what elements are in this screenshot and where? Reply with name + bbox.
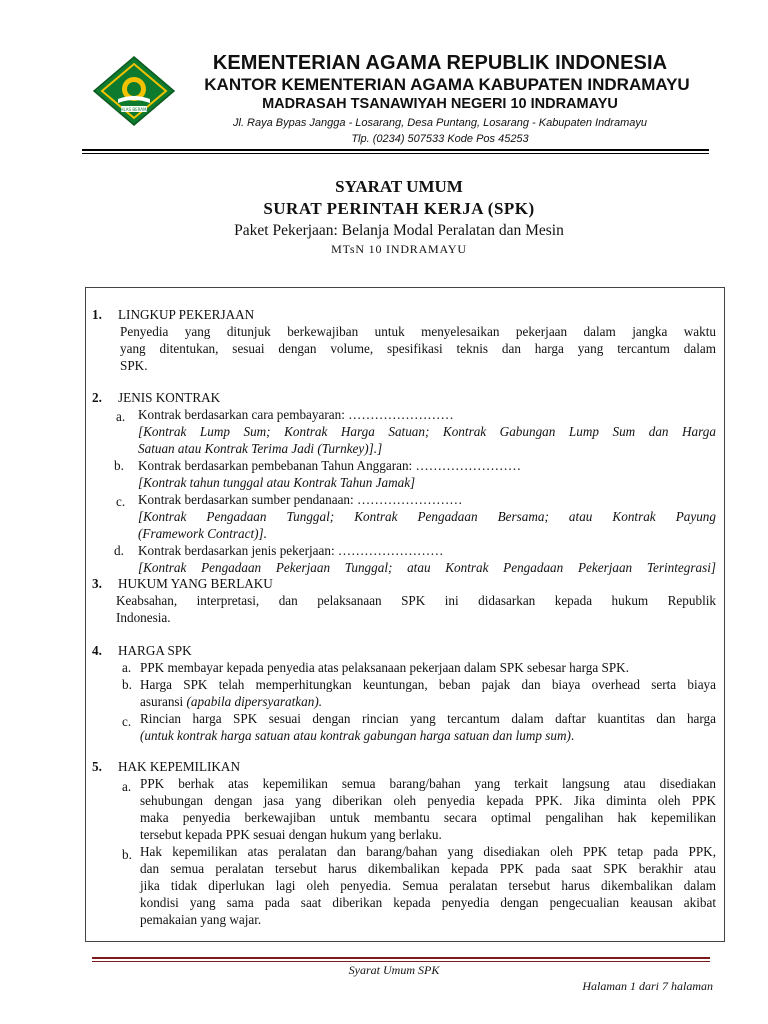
paragraph-line: yang ditentukan, sesuai dengan volume, spesifikasi teknis dan harga yang tercantum dalam — [120, 341, 716, 356]
list-marker: d. — [114, 543, 124, 558]
list-marker: b. — [114, 458, 124, 473]
list-item-note: (untuk kontrak harga satuan atau kontrak gabungan harga satuan dan lump sum) — [140, 728, 571, 743]
list-marker: c. — [122, 714, 132, 729]
content-box — [85, 287, 725, 942]
list-item: Rincian harga SPK sesuai dengan rincian yang tercantum dalam daftar kuantitas dan harga — [140, 711, 716, 726]
list-item: tersebut kepada PPK sesuai dengan hukum yang berlaku. — [140, 827, 442, 842]
list-marker: b. — [122, 847, 132, 862]
list-item-note: [Kontrak Lump Sum; Kontrak Harga Satuan; Kontrak Gabungan Lump Sum dan Harga — [138, 424, 716, 439]
list-item: pemakaian yang wajar. — [140, 912, 262, 927]
list-item-note: (Framework Contract)]. — [138, 526, 267, 541]
list-marker: c. — [116, 494, 126, 509]
list-item-text: . — [570, 728, 575, 743]
section-heading: HAK KEPEMILIKAN — [118, 759, 240, 774]
list-item: PPK membayar kepada penyedia atas pelaksanaan pekerjaan dalam SPK sebesar harga SPK. — [140, 660, 629, 675]
list-item-note: Satuan atau Kontrak Terima Jadi (Turnkey)].] — [138, 441, 383, 456]
doc-title-1: SYARAT UMUM — [335, 177, 463, 196]
letterhead-rule-thin — [82, 153, 709, 154]
footer-rule-thin — [92, 961, 710, 962]
list-marker: a. — [122, 660, 132, 675]
list-item: jika tidak diperlukan lagi oleh penyedia. Semua peralatan tersebut harus dikembalikan dalam — [140, 878, 716, 893]
section-heading: JENIS KONTRAK — [118, 390, 221, 405]
letterhead-rule-thick — [82, 149, 709, 151]
list-item: dan semua peralatan tersebut harus dikembalikan kepada PPK pada saat SPK berakhir atau — [140, 861, 716, 876]
list-item: Kontrak berdasarkan cara pembayaran: …………………… — [138, 407, 454, 422]
list-item-line — [140, 693, 322, 710]
list-item: maka penyedia berkewajiban untuk membantu secara optimal pengalihan hak kepemilikan — [140, 810, 716, 825]
list-item: Harga SPK telah memperhitungkan keuntungan, beban pajak dan biaya overhead serta biaya — [140, 677, 716, 692]
list-marker: b. — [122, 677, 132, 692]
section-number: 3. — [92, 576, 102, 591]
section-heading: LINGKUP PEKERJAAN — [118, 307, 255, 322]
list-item: kondisi yang sama pada saat diberikan kepada penyedia dengan pengecualian keausan akibat — [140, 895, 716, 910]
list-item-line — [140, 727, 574, 744]
section-heading: HUKUM YANG BERLAKU — [118, 576, 273, 591]
list-item: Kontrak berdasarkan pembebanan Tahun Anggaran: …………………… — [138, 458, 522, 473]
kemenag-emblem-icon — [88, 55, 180, 127]
list-item: Kontrak berdasarkan sumber pendanaan: …………………… — [138, 492, 463, 507]
footer-page-number: Halaman 1 dari 7 halaman — [582, 979, 713, 993]
list-item-note: [Kontrak Pengadaan Pekerjaan Tunggal; atau Kontrak Pengadaan Pekerjaan Terintegrasi] — [138, 560, 716, 575]
list-marker: a. — [116, 409, 126, 424]
section-heading: HARGA SPK — [118, 643, 192, 658]
paragraph-line: Keabsahan, interpretasi, dan pelaksanaan SPK ini didasarkan kepada hukum Republik — [116, 593, 716, 608]
doc-title-2: SURAT PERINTAH KERJA (SPK) — [263, 199, 535, 218]
org-name-line1: KEMENTERIAN AGAMA REPUBLIK INDONESIA — [212, 52, 668, 74]
list-item: PPK berhak atas kepemilikan semua barang/bahan yang terkait langsung atau disediakan — [140, 776, 716, 791]
org-name-line2: KANTOR KEMENTERIAN AGAMA KABUPATEN INDRAMAYU — [204, 75, 690, 94]
paragraph-line: Indonesia. — [116, 610, 171, 625]
org-phone: Tlp. (0234) 507533 Kode Pos 45253 — [351, 133, 529, 145]
doc-institution: MTsN 10 INDRAMAYU — [331, 242, 467, 256]
doc-subtitle: Paket Pekerjaan: Belanja Modal Peralatan dan Mesin — [234, 222, 564, 239]
section-number: 2. — [92, 390, 102, 405]
org-address: Jl. Raya Bypas Jangga - Losarang, Desa Puntang, Losarang - Kabupaten Indramayu — [233, 117, 647, 129]
footer-doc-name: Syarat Umum SPK — [348, 963, 440, 977]
footer-rule-thick — [92, 957, 710, 959]
paragraph-line: Penyedia yang ditunjuk berkewajiban untuk menyelesaikan pekerjaan dalam jangka waktu — [120, 324, 716, 339]
list-item: Hak kepemilikan atas peralatan dan barang/bahan yang disediakan oleh PPK tetap pada PPK, — [140, 844, 716, 859]
section-number: 5. — [92, 759, 102, 774]
list-item-note: [Kontrak tahun tunggal atau Kontrak Tahun Jamak] — [138, 475, 416, 490]
paragraph-line: SPK. — [120, 358, 148, 373]
list-item-note: [Kontrak Pengadaan Tunggal; Kontrak Pengadaan Bersama; atau Kontrak Payung — [138, 509, 716, 524]
list-item: Kontrak berdasarkan jenis pekerjaan: …………………… — [138, 543, 444, 558]
list-item-text: asuransi — [140, 694, 187, 709]
logo-motto: IKHLAS BERAMAL — [116, 107, 152, 112]
org-name-line3: MADRASAH TSANAWIYAH NEGERI 10 INDRAMAYU — [262, 96, 618, 112]
section-number: 1. — [92, 307, 102, 322]
list-item-note: (apabila dipersyaratkan). — [186, 694, 323, 709]
list-marker: a. — [122, 779, 132, 794]
section-number: 4. — [92, 643, 102, 658]
list-item: sehubungan dengan jasa yang diberikan oleh penyedia kepada PPK. Jika diminta oleh PPK — [140, 793, 716, 808]
